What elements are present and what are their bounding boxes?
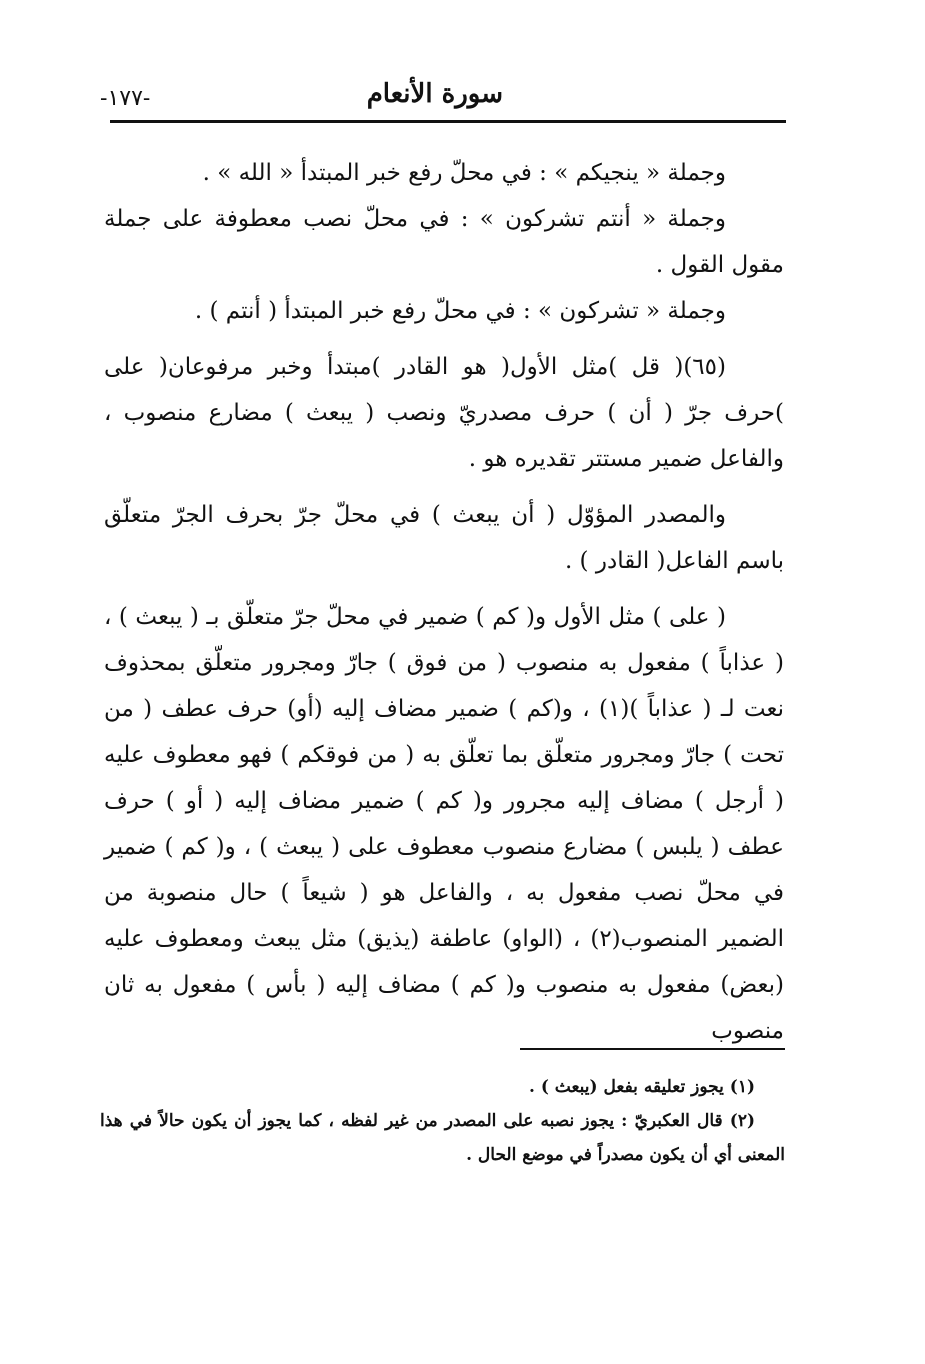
page-number: -١٧٧- <box>100 86 151 111</box>
paragraph-1: وجملة « ينجيكم » : في محلّ رفع خبر المبتدأ « الله » . <box>202 160 726 186</box>
footnote-1: (١) يجوز تعليقه بفعل (يبعث ) . <box>528 1077 755 1097</box>
main-text <box>104 150 784 1054</box>
paragraph-2: وجملة « أنتم تشركون » : في محلّ نصب معطوفة على جملة مقول القول . <box>104 206 784 278</box>
header-divider <box>110 120 786 123</box>
paragraph-5: والمصدر المؤوّل ( أن يبعث ) في محلّ جرّ بحرف الجرّ متعلّق باسم الفاعل( القادر ) . <box>104 502 784 574</box>
page-header <box>100 74 785 118</box>
footnotes <box>100 1070 785 1172</box>
footnote-divider <box>520 1048 785 1050</box>
surah-title: سورة الأنعام <box>366 79 503 109</box>
paragraph-3: وجملة « تشركون » : في محلّ رفع خبر المبتدأ ( أنتم ) . <box>194 298 726 324</box>
paragraph-4: (٦٥)( قل )مثل الأول( هو القادر )مبتدأ وخبر مرفوعان( على )حرف جرّ ( أن ) حرف مصدريّ ونصب ( يبعث ) مضارع منصوب ، والفاعل ضمير مستتر تقديره هو . <box>104 354 784 472</box>
footnote-2: (٢) قال العكبريّ : يجوز نصبه على المصدر من غير لفظه ، كما يجوز أن يكون حالاً في هذا المعنى أي أن يكون مصدراً في موضع الحال . <box>100 1111 785 1165</box>
paragraph-6: ( على ) مثل الأول و( كم ) ضمير في محلّ جرّ متعلّق بـ ( يبعث ) ، ( عذاباً ) مفعول به منصوب ( من فوق ) جارّ ومجرور متعلّق بمحذوف نعت لـ ( عذاباً )(١) ، و(كم ) ضمير مضاف إليه (أو) حرف عطف ( من تحت ) جارّ ومجرور متعلّق بما تعلّق به ( من فوقكم ) فهو معطوف عليه ( أرجل ) مضاف إليه مجرور و( كم ) ضمير مضاف إليه ( أو ) حرف عطف ( يلبس ) مضارع منصوب معطوف على ( يبعث ) ، و( كم ) ضمير في محلّ نصب مفعول به ، والفاعل هو ( شيعاً ) حال منصوبة من الضمير المنصوب(٢) ، (الواو) عاطفة (يذيق) مثل يبعث ومعطوف عليه (بعض) مفعول به منصوب و( كم ) مضاف إليه ( بأس ) مفعول به ثان منصوب <box>104 604 785 1044</box>
